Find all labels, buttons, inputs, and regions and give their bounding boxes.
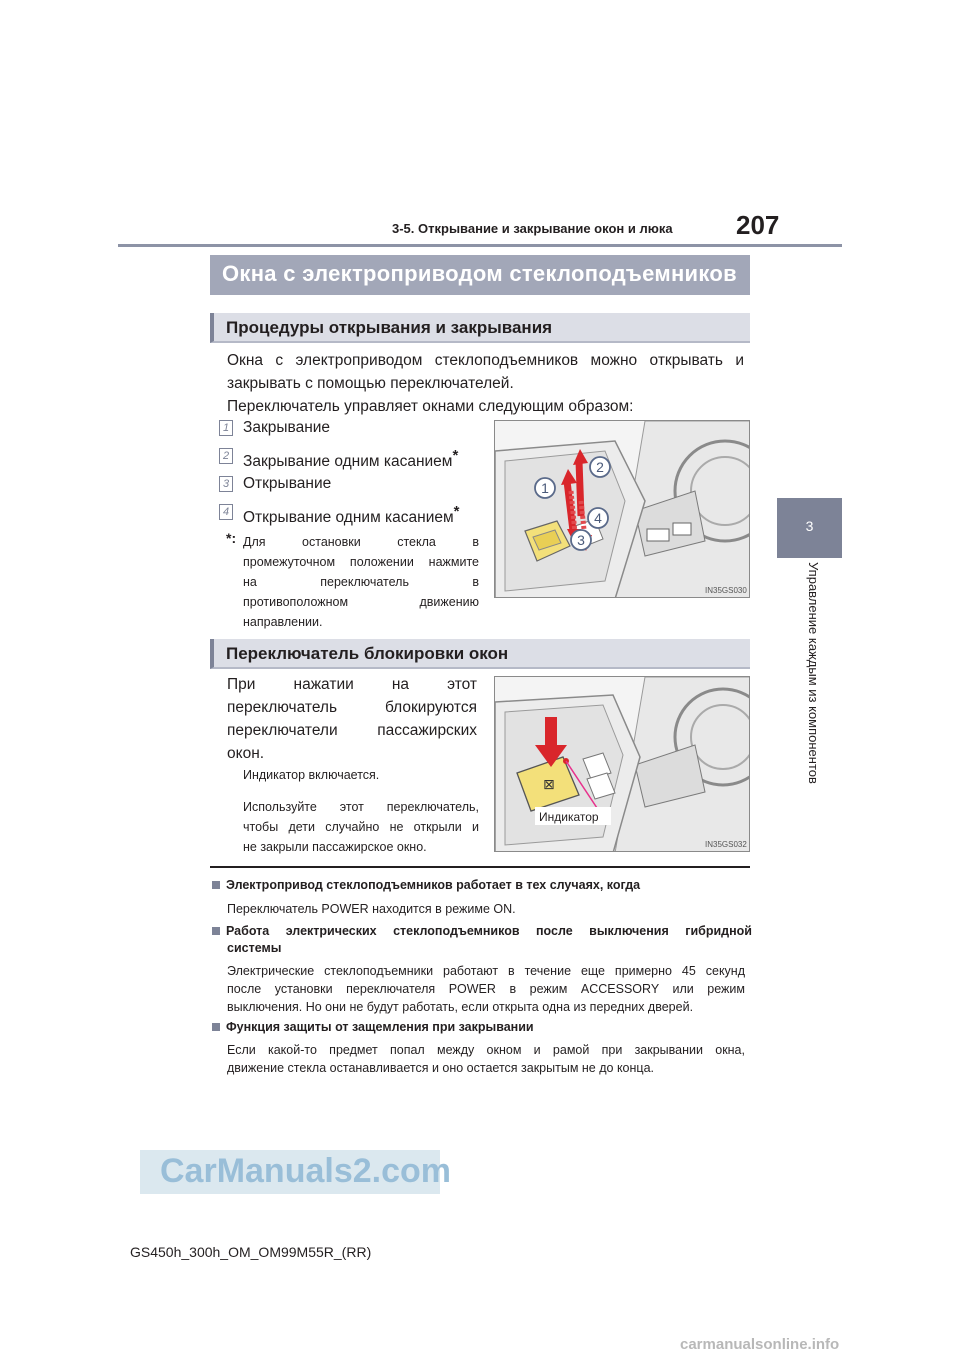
- page-number: 207: [736, 210, 780, 240]
- section2-note2-line2: чтобы дети случайно не открыли и: [243, 820, 479, 834]
- section2-para-line4: окон.: [227, 745, 265, 762]
- chapter-number: 3: [805, 518, 814, 534]
- section2-heading-band: [210, 639, 750, 669]
- bullet-3-heading: Функция защиты от защемления при закрывании: [212, 1020, 752, 1034]
- window-lock-figure: [494, 676, 750, 852]
- item-text-3: Открывание: [243, 475, 332, 492]
- callout-4: 4: [594, 510, 602, 526]
- carmanuals-watermark-text: CarManuals2.com: [160, 1152, 451, 1190]
- page-title-band: [210, 255, 750, 295]
- window-lock-illustration: [495, 677, 750, 852]
- callout-2: 2: [596, 459, 604, 475]
- note-line-5: направлении.: [243, 615, 323, 629]
- bullet-1-line1: Переключатель POWER находится в режиме ON.: [227, 902, 516, 916]
- figure2-code: IN35GS032: [705, 840, 747, 849]
- bullet-3-line2: движение стекла останавливается и оно остается закрытым не до конца.: [227, 1061, 654, 1075]
- callout-1: 1: [541, 480, 549, 496]
- section2-note1: Индикатор включается.: [243, 768, 380, 782]
- callout-3: 3: [577, 532, 585, 548]
- chapter-tab: [777, 498, 842, 558]
- footer-code: GS450h_300h_OM_OM99M55R_(RR): [130, 1244, 372, 1260]
- square-bullet-icon: [212, 927, 220, 935]
- item-text-4: Открывание одним касанием*: [243, 503, 460, 527]
- header-divider: [118, 244, 842, 247]
- bullet-1-heading: Электропривод стеклоподъемников работает в тех случаях, когда: [212, 878, 752, 892]
- bullet-2-line3: выключения. Но они не будут работать, если открыта одна из передних дверей.: [227, 1000, 694, 1014]
- section2-para-line1: При нажатии на этот: [227, 676, 477, 693]
- section1-intro-line3: Переключатель управляет окнами следующим образом:: [227, 398, 634, 415]
- bullet-2-heading-line2: системы: [227, 941, 282, 955]
- header-section-title: 3-5. Открывание и закрывание окон и люка: [392, 221, 673, 236]
- square-bullet-icon: [212, 881, 220, 889]
- section1-intro-line2: закрывать с помощью переключателей.: [227, 375, 514, 392]
- note-line-1: Для остановки стекла в: [243, 535, 479, 549]
- window-switch-figure: [494, 420, 750, 598]
- item-text-2: Закрывание одним касанием*: [243, 447, 459, 471]
- section2-para-line2: переключатель блокируются: [227, 699, 477, 716]
- svg-text:⊠: ⊠: [543, 777, 555, 793]
- section1-intro-line1: Окна с электроприводом стеклоподъемников можно открывать и: [227, 352, 744, 369]
- note-line-3: на переключатель в: [243, 575, 479, 589]
- asterisk-mark: *: [453, 503, 460, 520]
- chapter-title-vertical: Управление каждым из компонентов: [806, 562, 821, 784]
- asterisk-mark: *: [452, 447, 459, 464]
- online-watermark: carmanualsonline.info: [680, 1336, 840, 1353]
- bullet-2-line2: после установки переключателя POWER в режим ACCESSORY или режим: [227, 982, 745, 996]
- item-text-1: Закрывание: [243, 419, 331, 436]
- carmanuals-watermark: [140, 1150, 451, 1194]
- item-number-3: 3: [219, 476, 233, 492]
- figure1-code: IN35GS030: [705, 586, 747, 595]
- bullet-3-line1: Если какой-то предмет попал между окном и рамой при закрывании окна,: [227, 1043, 745, 1057]
- bullet-2-line1: Электрические стеклоподъемники работают в течение еще примерно 45 секунд: [227, 964, 745, 978]
- note-line-2: промежуточном положении нажмите: [243, 555, 479, 569]
- item-number-4: 4: [219, 504, 233, 520]
- figure2-indicator-label: Индикатор: [539, 810, 599, 824]
- window-switch-illustration: [495, 421, 750, 598]
- note-mark: *:: [226, 530, 237, 546]
- section2-heading: Переключатель блокировки окон: [226, 644, 509, 663]
- item-number-2: 2: [219, 448, 233, 464]
- section1-heading-band: [210, 313, 750, 343]
- item-number-1: 1: [219, 420, 233, 436]
- bullet-2-heading: Работа электрических стеклоподъемников после выключения гибридной: [212, 924, 752, 938]
- page-title: Окна с электроприводом стеклоподъемников: [222, 261, 737, 286]
- square-bullet-icon: [212, 1023, 220, 1031]
- section2-note2-line3: не закрыли пассажирское окно.: [243, 840, 427, 854]
- section2-para-line3: переключатели пассажирских: [227, 722, 477, 739]
- section-separator: [210, 866, 750, 868]
- note-line-4: противоположном движению: [243, 595, 479, 609]
- section2-note2-line1: Используйте этот переключатель,: [243, 800, 479, 814]
- section1-heading: Процедуры открывания и закрывания: [226, 318, 553, 337]
